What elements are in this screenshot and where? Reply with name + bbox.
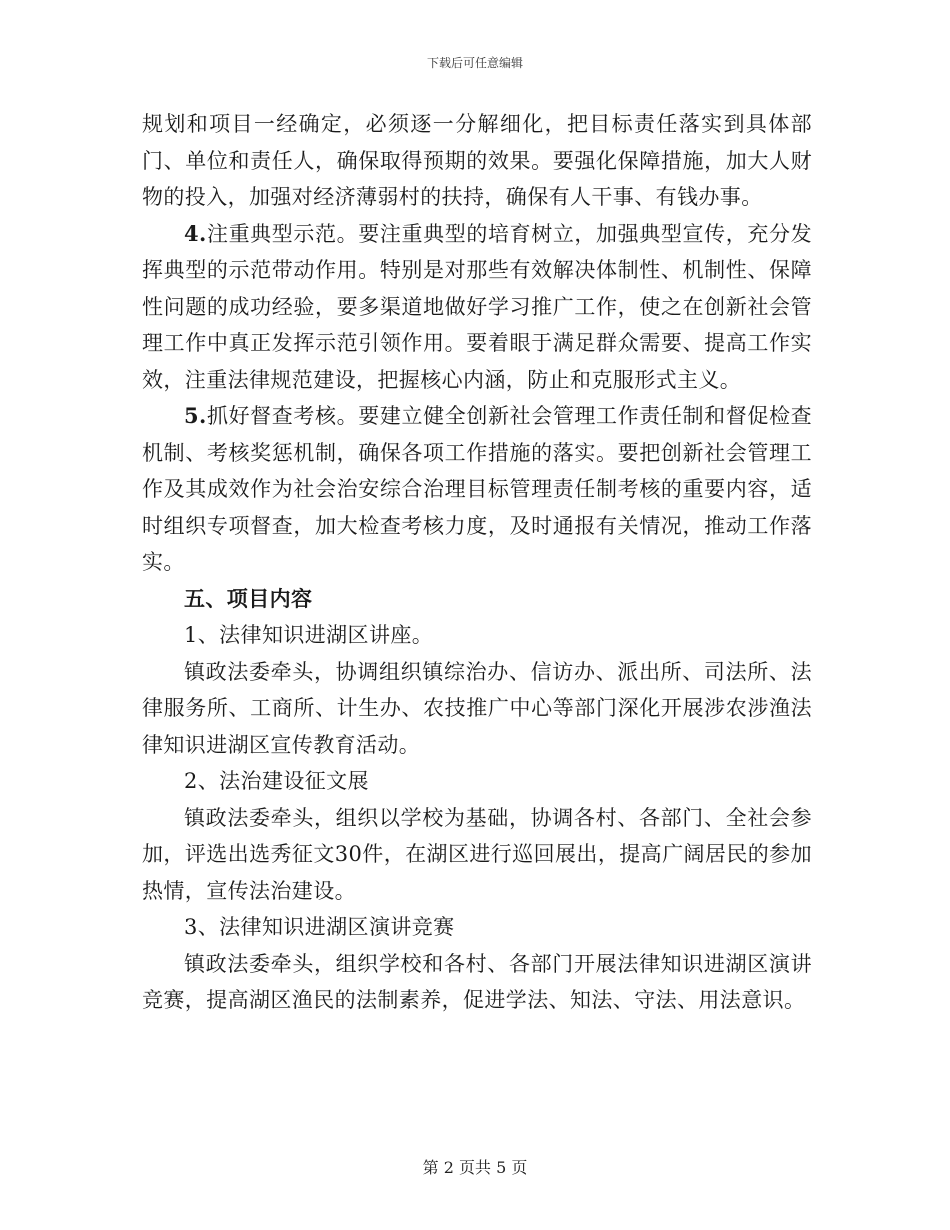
item-4-text: 注重典型示范。要注重典型的培育树立，加强典型宣传，充分发挥典型的示范带动作用。特别是对那些有效解决体制性、机制性、保障性问题的成功经验，要多渠道地做好学习推广工作，使之在创新社会管理工作中真正发挥示范引领作用。要着眼于满足群众需要、提高工作实效，注重法律规范建设，把握核心内涵，防止和克服形式主义。 — [142, 221, 812, 392]
subsection-1-title: 1、法律知识进湖区讲座。 — [184, 623, 434, 647]
paragraph-continuation: 规划和项目一经确定，必须逐一分解细化，把目标责任落实到具体部门、单位和责任人，确保取得预期的效果。要强化保障措施，加大人财物的投入，加强对经济薄弱村的扶持，确保有人干事、有钱办事。 — [142, 112, 812, 209]
item-4-number: 4. — [184, 220, 207, 246]
page-header: 下载后可任意编辑 — [426, 56, 523, 70]
subsection-1-text: 镇政法委牵头，协调组织镇综治办、信访办、派出所、司法所、法律服务所、工商所、计生办、农技推广中心等部门深化开展涉农涉渔法律知识进湖区宣传教育活动。 — [142, 659, 812, 757]
document-body — [142, 106, 812, 1019]
subsection-2-title: 2、法治建设征文展 — [184, 769, 369, 793]
page-number: 第 2 页共 5 页 — [422, 1158, 528, 1177]
subsection-3-title: 3、法律知识进湖区演讲竞赛 — [184, 915, 455, 939]
item-5-number: 5. — [184, 403, 207, 428]
item-5-text: 抓好督查考核。要建立健全创新社会管理工作责任制和督促检查机制、考核奖惩机制，确保各项工作措施的落实。要把创新社会管理工作及其成效作为社会治安综合治理目标管理责任制考核的重要内容，适时组织专项督查，加大检查考核力度，及时通报有关情况，推动工作落实。 — [142, 404, 812, 574]
section-heading-5: 五、项目内容 — [184, 585, 313, 611]
subsection-2-text: 镇政法委牵头，组织以学校为基础，协调各村、各部门、全社会参加，评选出选秀征文30件，在湖区进行巡回展出，提高广阔居民的参加热情，宣传法治建设。 — [142, 805, 812, 903]
subsection-3-text: 镇政法委牵头，组织学校和各村、各部门开展法律知识进湖区演讲竞赛，提高湖区渔民的法制素养，促进学法、知法、守法、用法意识。 — [142, 951, 812, 1012]
paragraph-item-4 — [142, 216, 812, 399]
paragraph-item-5 — [142, 398, 812, 581]
